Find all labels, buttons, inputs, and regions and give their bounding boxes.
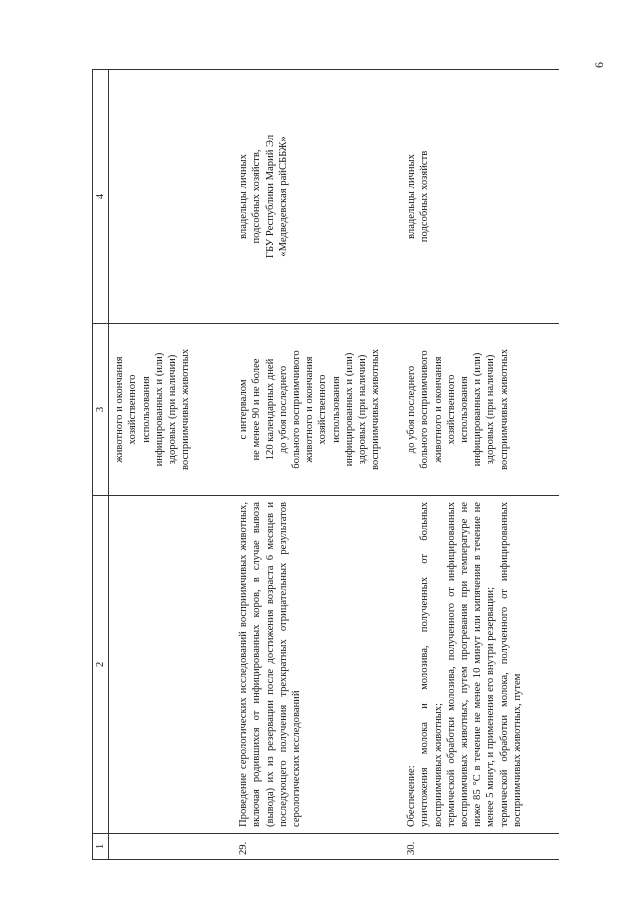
row-29-period-line: не менее 90 и не более (251, 358, 263, 461)
row-29-period-line: 120 календарных дней (264, 358, 276, 461)
row-29-responsible-line: владельцы личных (238, 154, 250, 239)
cont-period-line: инфицированных и (или) (153, 352, 165, 467)
cont-period-line: животного и окончания (114, 356, 126, 463)
row-30-period-line: животного и окончания (432, 356, 444, 463)
row-29-number: 29. (233, 834, 401, 860)
cont-period-line: восприимчивых животных (180, 348, 192, 471)
row-29-period-line: с интервалом (238, 379, 250, 440)
cont-period-line: здоровых (при наличии) (167, 354, 179, 465)
row-30-measure-paragraph: уничтожения молока и молозива, полученных от больных восприимчивых животных; (419, 502, 444, 827)
cont-period-cell (109, 324, 234, 496)
rotated-content (92, 60, 592, 860)
row-30-measure-paragraph: Обеспечение: (406, 765, 418, 827)
row-30-measure-paragraph: термической обработки молока, полученного от инфицированных восприимчивых животных, путем (498, 502, 523, 827)
row-30-responsible (401, 70, 559, 324)
table-row-continuation (109, 70, 234, 860)
row-29-period-line: восприимчивых животных (370, 348, 382, 471)
row-29-measure: Проведение серологических исследований восприимчивых животных, включая родившихся от инфицированных коров, в случае вывоза (вывода) их из резервации после достижения возраста 6 месяцев и последующего получения трехкратных отрицательных результатов серологических исследований (233, 496, 401, 834)
header-col-2: 2 (93, 496, 109, 834)
row-30-period-line: больного восприимчивого (419, 350, 431, 469)
row-30-measure (401, 496, 559, 834)
row-29-responsible-line: ГБУ Республики Марий Эл (264, 134, 276, 259)
header-col-3: 3 (93, 324, 109, 496)
row-29-period-line: до убоя последнего (277, 365, 289, 454)
row-29-period-line: хозяйственного (317, 374, 329, 445)
cont-period-line: использования (140, 376, 152, 443)
row-30-period-line: здоровых (при наличии) (485, 354, 497, 465)
page-number: 6 (592, 62, 606, 68)
table-row-30 (401, 70, 559, 860)
row-29-period-line: использования (330, 376, 342, 443)
row-30-period-line: хозяйственного (445, 374, 457, 445)
table-row-29 (233, 70, 401, 860)
cont-num-cell (109, 834, 234, 860)
row-30-number: 30. (401, 834, 559, 860)
row-29-responsible-line: подсобных хозяйств, (251, 149, 263, 244)
row-29-responsible-line: «Медведевская райСББЖ» (277, 136, 289, 257)
row-29-period-line: здоровых (при наличии) (357, 354, 369, 465)
row-30-period-line: инфицированных и (или) (472, 352, 484, 467)
measures-table (92, 69, 559, 860)
row-30-period-line: использования (459, 376, 471, 443)
row-30-responsible-line: подсобных хозяйств (419, 150, 431, 243)
table-header-row (93, 70, 109, 860)
row-29-period (233, 324, 401, 496)
row-30-period-line: восприимчивых животных (498, 348, 510, 471)
row-29-responsible (233, 70, 401, 324)
row-30-period (401, 324, 559, 496)
row-30-measure-paragraph: термической обработки молозива, полученного от инфицированных восприимчивых животных, путем прогревания при температуре не ниже 85 °C в течение не менее 10 минут или кипячения в течение не менее 5 минут, и применения его внутри резервации; (445, 502, 497, 827)
row-29-period-line: больного восприимчивого (291, 350, 303, 469)
header-col-4: 4 (93, 70, 109, 324)
cont-period-line: хозяйственного (127, 374, 139, 445)
cont-measure-cell (109, 496, 234, 834)
row-29-period-line: инфицированных и (или) (343, 352, 355, 467)
cont-responsible-cell (109, 70, 234, 324)
row-29-period-line: животного и окончания (304, 356, 316, 463)
row-30-responsible-line: владельцы личных (406, 154, 418, 239)
row-30-period-line: до убоя последнего (406, 365, 418, 454)
header-col-1: 1 (93, 834, 109, 860)
